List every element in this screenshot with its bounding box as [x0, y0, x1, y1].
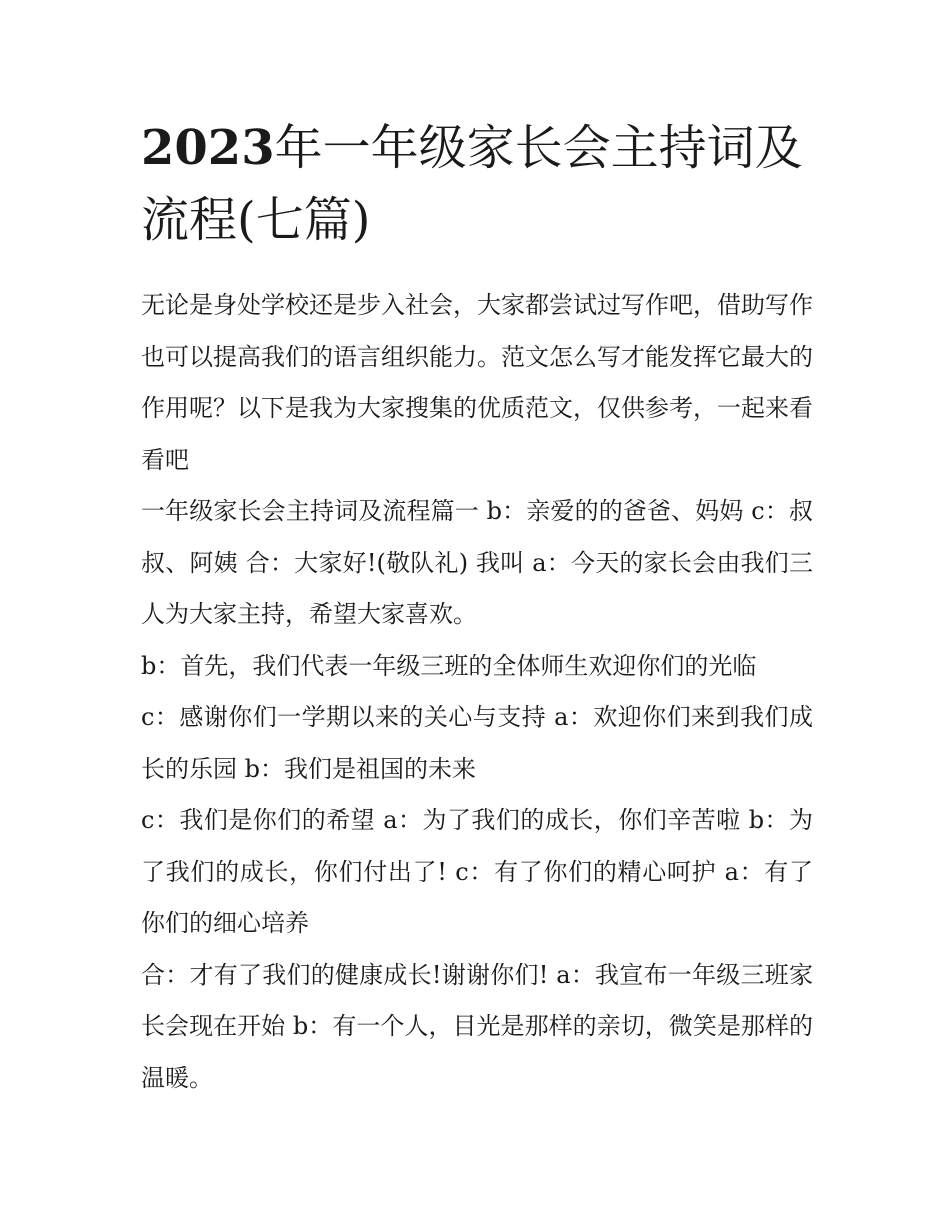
title-year: 2023 [141, 120, 275, 176]
document-body [141, 280, 813, 1104]
body-paragraph: 一年级家长会主持词及流程篇一 b：亲爱的的爸爸、妈妈 c：叔叔、阿姨 合：大家好!(敬队礼) 我叫 a：今天的家长会由我们三人为大家主持，希望大家喜欢。 [141, 497, 813, 628]
body-paragraph: b：首先，我们代表一年级三班的全体师生欢迎你们的光临 [141, 651, 757, 680]
intro-paragraph: 无论是身处学校还是步入社会，大家都尝试过写作吧，借助写作也可以提高我们的语言组织能力。范文怎么写才能发挥它最大的作用呢？以下是我为大家搜集的优质范文，仅供参考，一起来看看吧 [141, 291, 813, 474]
body-paragraph: c：我们是你们的希望 a：为了我们的成长，你们辛苦啦 b：为了我们的成长，你们付出了! c：有了你们的精心呵护 a：有了你们的细心培养 [141, 806, 813, 937]
body-paragraph: c：感谢你们一学期以来的关心与支持 a：欢迎你们来到我们成长的乐园 b：我们是祖国的未来 [141, 703, 813, 783]
document-page [141, 112, 813, 1104]
document-title [141, 112, 813, 256]
title-text: 年一年级家长会主持词及流程(七篇) [141, 120, 803, 248]
body-paragraph: 合：才有了我们的健康成长!谢谢你们! a：我宣布一年级三班家长会现在开始 b：有一个人，目光是那样的亲切，微笑是那样的温暖。 [141, 960, 813, 1092]
